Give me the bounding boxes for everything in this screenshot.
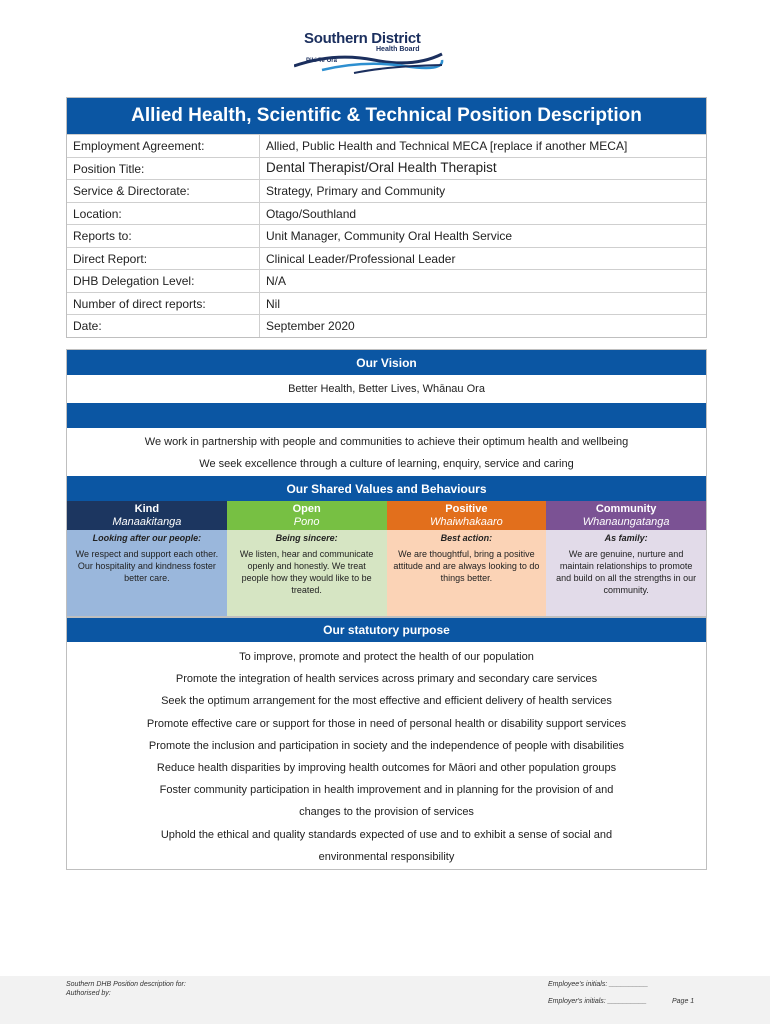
mission-line: We work in partnership with people and communities to achieve their optimum health and wellbeing [144,436,629,448]
values-header-row [67,501,706,530]
position-table [66,97,707,338]
page-footer [0,976,770,1024]
list-item: Foster community participation in health improvement and in planning for the provision of and [159,784,614,797]
value-subheading: Looking after our people: [92,533,202,543]
value-name: Kind [134,503,160,515]
list-item: Promote the integration of health services across primary and secondary care services [175,673,598,686]
mission-line: We seek excellence through a culture of learning, enquiry, service and caring [199,458,574,470]
wave-icon [294,50,444,74]
table-row [67,157,706,180]
list-item: Uphold the ethical and quality standards expected of use and to exhibit a sense of social and [160,828,613,841]
row-value: Allied, Public Health and Technical MECA [replace if another MECA] [266,139,628,153]
list-item: Promote effective care or support for those in need of personal health or disability support services [146,717,627,730]
table-row [67,269,706,292]
row-value: Unit Manager, Community Oral Health Service [266,229,513,243]
list-item: changes to the provision of services [299,806,474,819]
values-heading: Our Shared Values and Behaviours [67,476,706,501]
value-name: Open [292,503,321,515]
value-name: Positive [445,503,488,515]
vision-text: Better Health, Better Lives, Whānau Ora [288,383,485,395]
row-label: Reports to: [67,225,260,247]
list-item: environmental responsibility [318,850,455,863]
value-description: We respect and support each other. Our hospitality and kindness foster better care. [75,549,219,583]
value-positive-body [387,530,547,616]
vision-values-block [66,349,707,617]
table-row [67,179,706,202]
value-description: We are thoughtful, bring a positive attitude and are always looking to do things better. [393,549,540,583]
vision-heading: Our Vision [67,350,706,375]
row-value: September 2020 [266,319,355,333]
table-row [67,247,706,270]
row-label: Employment Agreement: [67,135,260,157]
value-maori: Whanaungatanga [582,516,670,528]
row-value: Clinical Leader/Professional Leader [266,251,456,266]
page-title: Allied Health, Scientific & Technical Position Description [67,98,706,134]
row-label: Direct Report: [67,248,260,270]
row-label: Location: [67,203,260,225]
statutory-block [66,617,707,870]
list-item: To improve, promote and protect the health of our population [239,651,534,664]
logo-name: Southern District [304,30,421,47]
row-label: Service & Directorate: [67,180,260,202]
value-subheading: Best action: [440,533,493,543]
value-open-header [227,501,387,530]
value-subheading: Being sincere: [275,533,338,543]
value-community-body [546,530,706,616]
footer-employer-initials: Employer's initials: __________ [548,998,647,1005]
row-label: Position Title: [67,158,260,180]
row-value: Dental Therapist/Oral Health Therapist [266,159,497,175]
footer-employee-initials: Employee's initials: __________ [548,981,649,988]
value-maori: Manaakitanga [112,516,182,528]
row-value: Otago/Southland [266,206,357,221]
value-name: Community [595,503,657,515]
value-kind-body [67,530,227,616]
list-item: Reduce health disparities by improving health outcomes for Māori and other population groups [156,762,617,775]
logo-tagline: Piki Te Ora [306,58,337,64]
row-value: N/A [266,274,287,288]
value-subheading: As family: [604,533,648,543]
statutory-heading: Our statutory purpose [67,618,706,642]
value-positive-header [387,501,547,530]
table-row [67,224,706,247]
table-row [67,314,706,337]
statutory-list [67,642,706,868]
list-item: Promote the inclusion and participation in society and the independence of people with disabilities [148,739,625,752]
divider-bar [67,403,706,428]
value-description: We are genuine, nurture and maintain relationships to promote and build on all the strengths in our community. [556,549,697,595]
row-value: Strategy, Primary and Community [266,184,446,198]
value-maori: Whaiwhakaaro [429,516,503,528]
row-label: Number of direct reports: [67,293,260,315]
value-description: We listen, hear and communicate openly and honestly. We treat people how they would like to be treated. [239,549,374,595]
row-label: DHB Delegation Level: [67,270,260,292]
table-row [67,202,706,225]
sdhb-logo [294,28,444,74]
value-kind-header [67,501,227,530]
list-item: Seek the optimum arrangement for the most effective and efficient delivery of health services [161,695,612,708]
page-number: Page 1 [672,998,695,1005]
logo-sub: Health Board [376,46,420,53]
footer-description: Southern DHB Position description for: [66,981,186,988]
footer-authorised: Authorised by: [66,990,111,997]
value-open-body [227,530,387,616]
table-row [67,292,706,315]
value-community-header [546,501,706,530]
values-body-row [67,530,706,616]
row-value: Nil [266,296,280,311]
value-maori: Pono [293,516,320,528]
table-row [67,134,706,157]
row-label: Date: [67,315,260,337]
